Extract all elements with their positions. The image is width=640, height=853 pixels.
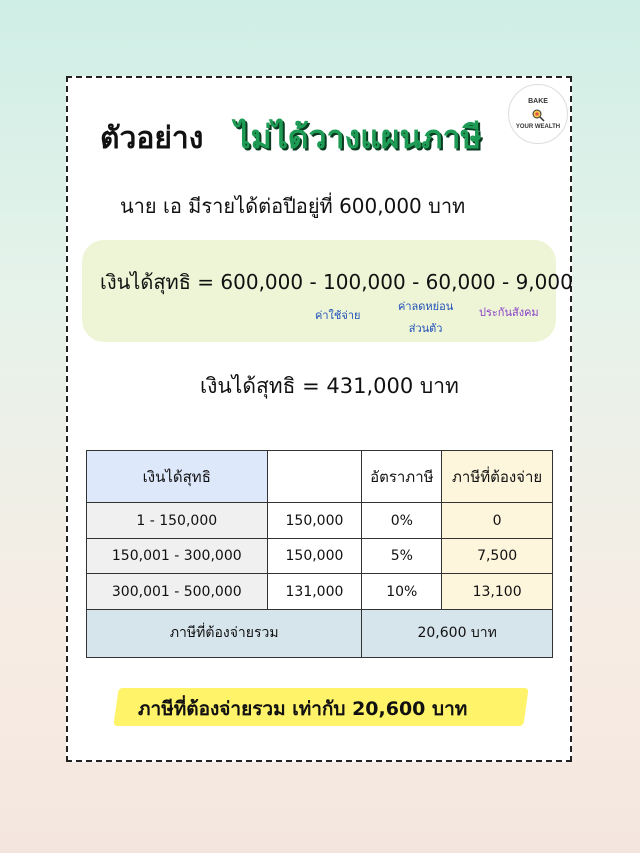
page-title <box>100 112 482 163</box>
total-value: 20,600 บาท <box>362 609 553 657</box>
note-expense: ค่าใช้จ่าย <box>315 309 361 322</box>
tax-table <box>86 450 553 658</box>
note-deduction <box>398 296 453 340</box>
table-header-row <box>87 451 553 503</box>
logo-text-bottom: YOUR WEALTH <box>515 123 561 130</box>
logo-text-top: BAKE <box>528 97 548 105</box>
header-amount <box>267 451 362 503</box>
title-highlight: ไม่ได้วางแผนภาษี <box>234 118 482 156</box>
note-social-security: ประกันสังคม <box>479 306 539 319</box>
bracket-rate: 10% <box>362 574 442 610</box>
bracket-tax: 7,500 <box>442 538 553 574</box>
bracket-rate: 0% <box>362 503 442 539</box>
bracket-tax: 0 <box>442 503 553 539</box>
bracket-range: 150,001 - 300,000 <box>87 538 268 574</box>
bracket-amount: 131,000 <box>267 574 362 610</box>
bracket-amount: 150,000 <box>267 538 362 574</box>
bracket-range: 300,001 - 500,000 <box>87 574 268 610</box>
total-tax-summary: ภาษีที่ต้องจ่ายรวม เท่ากับ 20,600 บาท <box>138 698 468 720</box>
table-row <box>87 538 553 574</box>
net-income-formula: เงินได้สุทธิ = 600,000 - 100,000 - 60,000 - 9,000 <box>100 270 573 294</box>
brand-logo <box>508 84 568 144</box>
table-row <box>87 503 553 539</box>
bracket-amount: 150,000 <box>267 503 362 539</box>
note-deduction-line2: ส่วนตัว <box>408 322 443 335</box>
table-row <box>87 574 553 610</box>
magnifier-icon <box>531 108 545 122</box>
total-label: ภาษีที่ต้องจ่ายรวม <box>87 609 362 657</box>
bracket-rate: 5% <box>362 538 442 574</box>
note-deduction-line1: ค่าลดหย่อน <box>398 300 454 313</box>
header-tax-due: ภาษีที่ต้องจ่าย <box>442 451 553 503</box>
header-tax-rate: อัตราภาษี <box>362 451 442 503</box>
table-total-row <box>87 609 553 657</box>
header-net-income: เงินได้สุทธิ <box>87 451 268 503</box>
net-income-result: เงินได้สุทธิ = 431,000 บาท <box>200 374 459 398</box>
income-statement: นาย เอ มีรายได้ต่อปีอยู่ที่ 600,000 บาท <box>120 194 466 218</box>
title-prefix: ตัวอย่าง <box>100 121 204 156</box>
bracket-range: 1 - 150,000 <box>87 503 268 539</box>
content-card <box>66 76 572 762</box>
bracket-tax: 13,100 <box>442 574 553 610</box>
